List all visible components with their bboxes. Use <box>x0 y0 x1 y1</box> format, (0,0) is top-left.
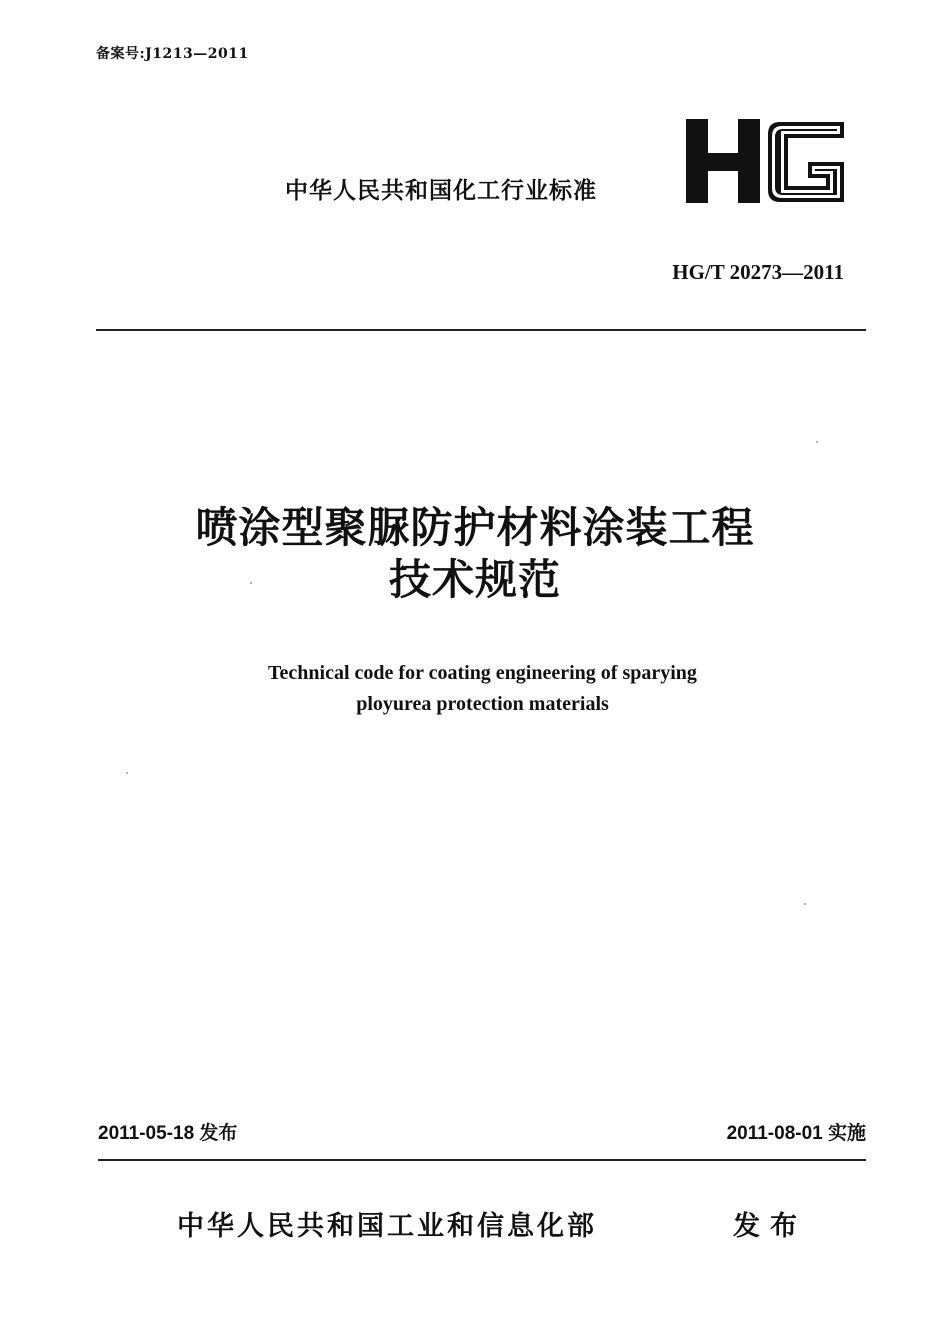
english-title <box>0 658 950 720</box>
bottom-divider <box>98 1159 866 1161</box>
scan-speck <box>816 441 818 443</box>
publisher-name: 中华人民共和国工业和信息化部 <box>177 1211 597 1242</box>
hg-logo <box>684 116 852 206</box>
english-title-line-1: Technical code for coating engineering of sparying <box>268 662 697 684</box>
scan-speck <box>804 903 806 905</box>
publish-label: 发布 <box>733 1211 807 1242</box>
chinese-title-line-2: 技术规范 <box>388 555 561 604</box>
scan-speck <box>250 582 252 584</box>
implementation-date: 2011-08-01 实施 <box>726 1123 866 1144</box>
standard-code: HG/T 20273—2011 <box>672 260 844 284</box>
industry-standard-label: 中华人民共和国化工行业标准 <box>285 178 597 204</box>
record-number: 备案号:J1213—2011 <box>96 46 249 62</box>
chinese-title <box>0 502 950 606</box>
top-divider <box>96 329 866 331</box>
scan-speck <box>126 772 128 774</box>
chinese-title-line-1: 喷涂型聚脲防护材料涂装工程 <box>195 503 755 552</box>
issue-date: 2011-05-18 发布 <box>98 1123 238 1144</box>
english-title-line-2: ployurea protection materials <box>356 693 609 715</box>
